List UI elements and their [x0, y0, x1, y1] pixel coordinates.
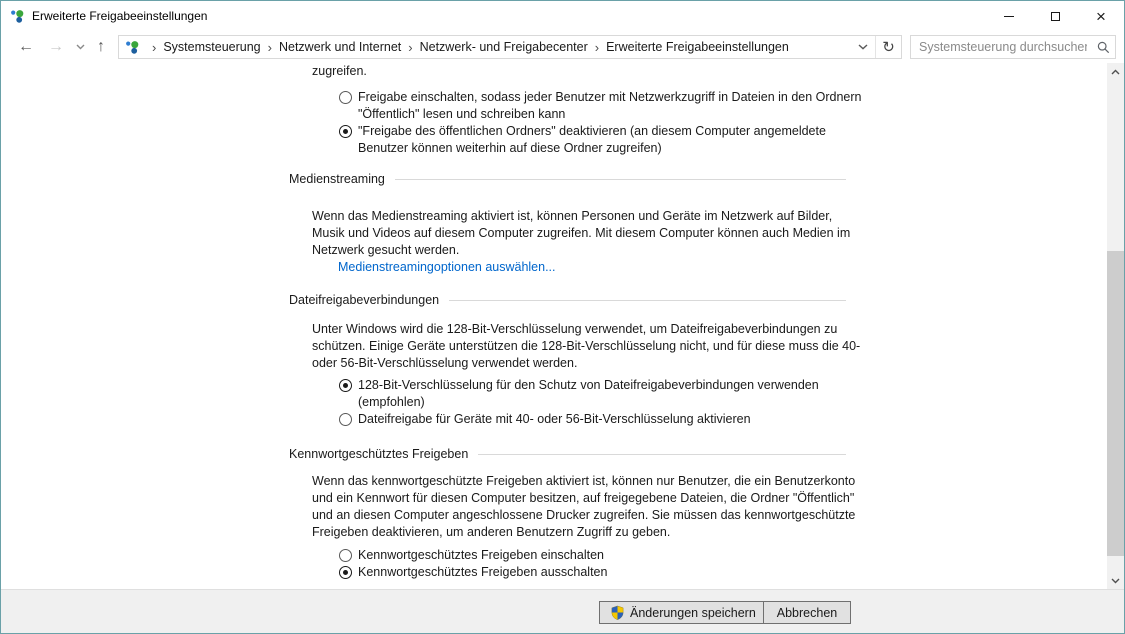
password-protected-description [312, 473, 1107, 541]
maximize-icon [1051, 12, 1060, 21]
radio-label-line: 128-Bit-Verschlüsselung für den Schutz von Dateifreigabeverbindungen verwenden [358, 378, 819, 392]
window-controls [986, 1, 1124, 31]
search-box[interactable] [910, 35, 1116, 59]
media-streaming-options-link[interactable]: Medienstreamingoptionen auswählen... [338, 260, 556, 274]
radio-label [358, 564, 607, 581]
search-input[interactable] [911, 40, 1091, 54]
navigation-bar [1, 31, 1124, 63]
section-title: Kennwortgeschütztes Freigeben [289, 447, 469, 461]
radio-label [358, 547, 604, 564]
maximize-button[interactable] [1032, 1, 1078, 31]
minimize-icon [1004, 16, 1014, 17]
radio-label-line: "Öffentlich" lesen und schreiben kann [358, 107, 566, 121]
radio-label-line: "Freigabe des öffentlichen Ordners" deaktivieren (an diesem Computer angemeldete [358, 124, 826, 138]
refresh-icon[interactable]: ↻ [875, 36, 901, 58]
radio-icon[interactable] [339, 379, 352, 392]
radio-label [358, 123, 826, 157]
radio-icon[interactable] [339, 91, 352, 104]
radio-public-folder-sharing-on[interactable] [339, 89, 1107, 123]
paragraph-line: schützen. Einige Geräte unterstützen die 128-Bit-Verschlüsselung nicht, und für diese muss die 40- [312, 339, 861, 353]
paragraph-line: Netzwerk gesucht werden. [312, 243, 460, 257]
address-dropdown-chevron-icon[interactable] [851, 36, 875, 58]
close-icon: × [1096, 6, 1106, 26]
paragraph-line: Freigeben deaktivieren, um anderen Benutzern Zugriff zu geben. [312, 525, 671, 539]
paragraph-line: Wenn das kennwortgeschützte Freigeben aktiviert ist, können nur Benutzer, die ein Benutzerkonto [312, 474, 856, 488]
breadcrumb-item-freigabecenter[interactable]: Netzwerk- und Freigabecenter [419, 40, 588, 54]
recent-pages-chevron-icon[interactable] [71, 44, 90, 50]
uac-shield-icon [610, 605, 625, 620]
radio-label-line: Benutzer können weiterhin auf diese Ordner zugreifen) [358, 141, 662, 155]
section-header-password-protected-sharing [289, 446, 846, 463]
save-changes-label: Änderungen speichern [630, 605, 756, 620]
vertical-scrollbar[interactable] [1107, 63, 1124, 589]
section-header-file-sharing-connections [289, 292, 846, 309]
scroll-down-icon[interactable] [1107, 572, 1124, 589]
back-button[interactable]: ← [18, 38, 34, 55]
paragraph-line: und an diesen Computer angeschlossene Drucker zugreifen. Sie müssen das kennwortgeschützte [312, 508, 856, 522]
breadcrumb-item-systemsteuerung[interactable]: Systemsteuerung [163, 40, 261, 54]
breadcrumb-app-icon [125, 39, 141, 55]
search-icon[interactable] [1091, 41, 1115, 54]
section-title: Dateifreigabeverbindungen [289, 293, 440, 307]
sharing-settings-icon [10, 8, 26, 24]
paragraph-line: und ein Kennwort für diesen Computer besitzen, auf freigegebene Dateien, die Ordner "Öffentlich" [312, 491, 855, 505]
radio-icon[interactable] [339, 125, 352, 138]
radio-icon[interactable] [339, 549, 352, 562]
breadcrumb-item-erweiterte-freigabeeinstellungen[interactable]: Erweiterte Freigabeeinstellungen [606, 40, 789, 54]
radio-password-sharing-off[interactable] [339, 564, 1107, 581]
radio-label-line: Freigabe einschalten, sodass jeder Benutzer mit Netzwerkzugriff in Dateien in den Ordnern [358, 90, 862, 104]
file-sharing-description [312, 321, 1107, 372]
media-streaming-description [312, 208, 1107, 259]
up-button[interactable]: ↑ [97, 38, 105, 55]
breadcrumb-separator-icon: › [267, 39, 272, 55]
radio-label-line: Kennwortgeschütztes Freigeben einschalten [358, 548, 604, 562]
window-title: Erweiterte Freigabeeinstellungen [32, 9, 208, 23]
radio-icon[interactable] [339, 413, 352, 426]
breadcrumb-separator-icon: › [594, 39, 600, 55]
paragraph-line: Wenn das Medienstreaming aktiviert ist, können Personen und Geräte im Netzwerk auf Bilder, [312, 209, 833, 223]
radio-label [358, 89, 862, 123]
scroll-up-icon[interactable] [1107, 63, 1124, 80]
paragraph-line: Musik und Videos auf diesem Computer zugreifen. Mit diesem Computer können auch Medien im [312, 226, 851, 240]
radio-public-folder-sharing-off[interactable] [339, 123, 1107, 157]
radio-128bit-encryption[interactable] [339, 377, 1107, 411]
radio-label [358, 411, 751, 428]
cancel-label: Abbrechen [776, 605, 838, 620]
title-bar [1, 1, 1124, 31]
address-bar[interactable] [118, 35, 902, 59]
paragraph-line: Unter Windows wird die 128-Bit-Verschlüsselung verwendet, um Dateifreigabeverbindungen zu [312, 322, 838, 336]
close-button[interactable] [1078, 1, 1124, 31]
radio-label [358, 377, 819, 411]
section-title: Medienstreaming [289, 172, 385, 186]
radio-label-line: Dateifreigabe für Geräte mit 40- oder 56-Bit-Verschlüsselung aktivieren [358, 412, 751, 426]
settings-scroll-area [1, 63, 1124, 589]
forward-button[interactable]: → [48, 38, 64, 55]
section-header-media-streaming [289, 171, 846, 188]
radio-40-56bit-encryption[interactable] [339, 411, 1107, 428]
radio-password-sharing-on[interactable] [339, 547, 1107, 564]
paragraph-line: oder 56-Bit-Verschlüsselung verwendet werden. [312, 356, 578, 370]
radio-label-line: Kennwortgeschütztes Freigeben ausschalten [358, 565, 608, 579]
cancel-button[interactable] [763, 601, 851, 624]
radio-icon[interactable] [339, 566, 352, 579]
save-changes-button[interactable] [599, 601, 767, 624]
breadcrumb-item-netzwerk-internet[interactable]: Netzwerk und Internet [278, 40, 402, 54]
scrollbar-thumb[interactable] [1107, 251, 1124, 556]
footer-button-bar [1, 589, 1124, 633]
breadcrumb-separator-icon: › [408, 39, 413, 55]
minimize-button[interactable] [986, 1, 1032, 31]
radio-label-line: (empfohlen) [358, 395, 425, 409]
breadcrumb-separator-icon: › [152, 39, 157, 55]
clipped-paragraph-tail: zugreifen. [312, 64, 367, 78]
